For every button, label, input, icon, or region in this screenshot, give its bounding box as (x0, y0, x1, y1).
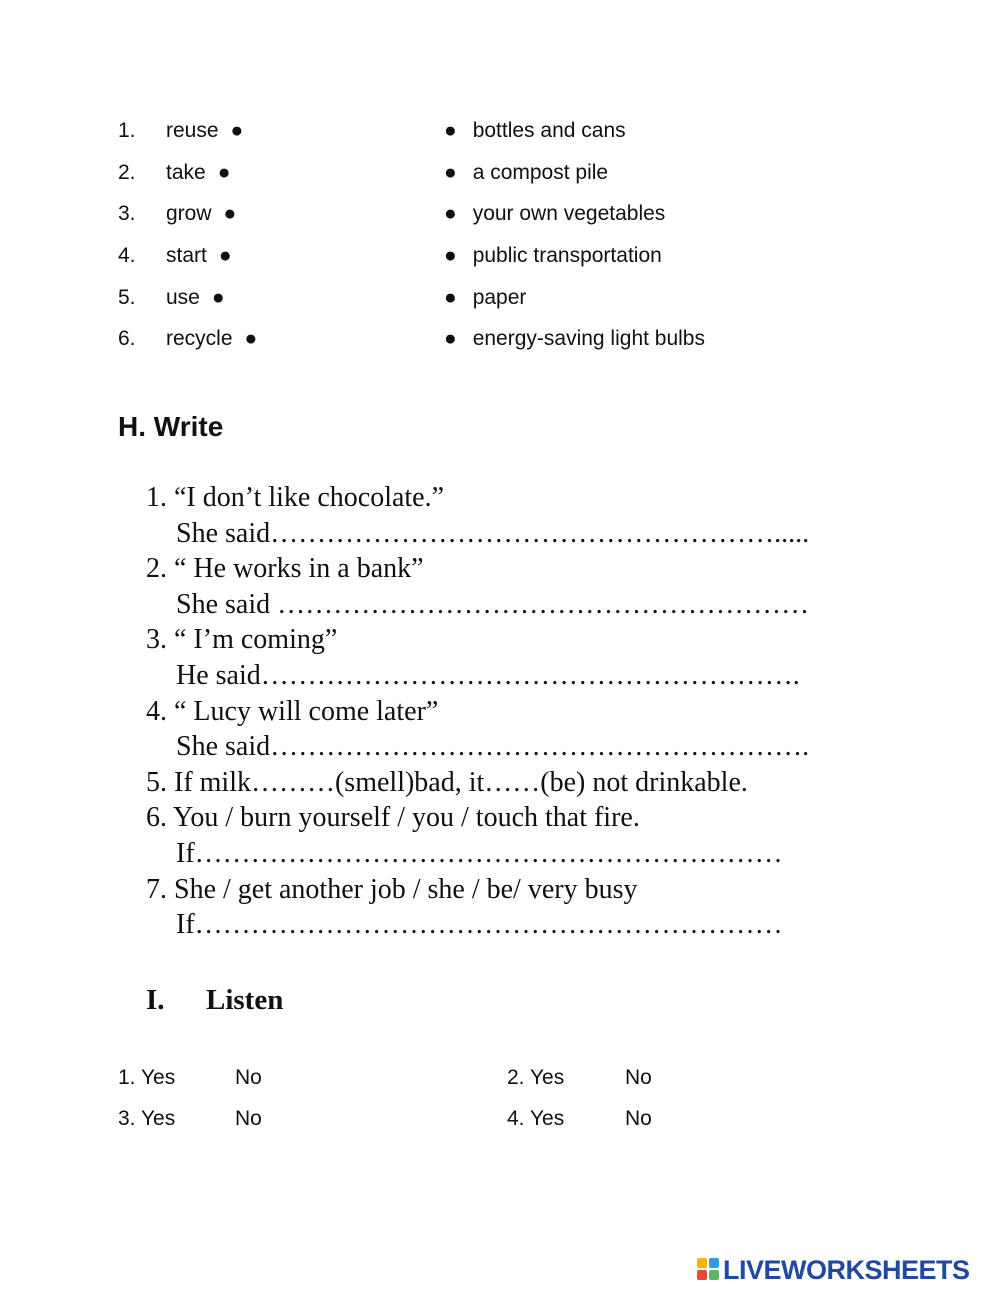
write-answer-line[interactable]: She said…………………………………………………. (176, 731, 810, 763)
section-roman-numeral: I. (146, 984, 165, 1016)
match-left-item[interactable] (166, 155, 230, 191)
section-heading-listen (146, 980, 283, 1020)
item-number: 3. (118, 202, 136, 225)
match-right-item[interactable] (444, 155, 608, 191)
write-prompt: 7. She / get another job / she / be/ very busy (146, 873, 638, 905)
match-dot-left[interactable]: ● (211, 286, 225, 309)
write-prompt: 6. You / burn yourself / you / touch that fire. (146, 802, 640, 834)
section-heading-write: H. Write (118, 411, 224, 442)
match-right-text: energy-saving light bulbs (472, 327, 705, 350)
listen-no-option[interactable]: No (235, 1107, 262, 1130)
match-left-text: grow (166, 202, 212, 225)
match-row (0, 196, 1000, 232)
write-prompt: 1. “I don’t like chocolate.” (146, 482, 445, 513)
match-left-text: use (166, 286, 200, 309)
match-right-item[interactable] (444, 280, 526, 316)
match-dot-left[interactable]: ● (223, 202, 237, 225)
listen-no-option[interactable]: No (625, 1107, 652, 1130)
listen-item (507, 1060, 652, 1096)
write-answer-line[interactable]: If……………………………………………………… (176, 837, 783, 869)
match-row (0, 280, 1000, 316)
section-title: Listen (206, 984, 284, 1016)
match-left-text: take (166, 161, 206, 184)
write-answer-line[interactable]: He said…………………………………………………. (176, 659, 800, 691)
match-right-text: your own vegetables (472, 202, 666, 225)
listen-yes-option[interactable]: 1. Yes (118, 1066, 176, 1089)
liveworksheets-logo (697, 1254, 997, 1286)
match-right-item[interactable] (444, 196, 665, 232)
match-right-text: a compost pile (472, 161, 609, 184)
match-dot-left[interactable]: ● (244, 327, 258, 350)
match-dot-right[interactable]: ● (444, 161, 457, 184)
write-answer-line[interactable]: If……………………………………………………… (176, 909, 783, 941)
listen-yes-option[interactable]: 2. Yes (507, 1066, 565, 1089)
match-dot-right[interactable]: ● (444, 327, 457, 350)
listen-no-option[interactable]: No (235, 1066, 262, 1089)
match-left-text: reuse (166, 119, 219, 142)
listen-item (118, 1060, 262, 1096)
match-dot-left[interactable]: ● (230, 119, 244, 142)
match-left-item[interactable] (166, 321, 257, 357)
write-prompt: 4. “ Lucy will come later” (146, 695, 439, 727)
match-row (0, 238, 1000, 274)
match-right-text: bottles and cans (472, 119, 626, 142)
logo-text: LIVEWORKSHEETS (723, 1255, 970, 1285)
write-fill-blank[interactable]: 5. If milk………(smell)bad, it……(be) not drinkable. (146, 766, 748, 798)
match-right-item[interactable] (444, 238, 662, 274)
match-left-item[interactable] (166, 238, 232, 274)
match-left-item[interactable] (166, 196, 236, 232)
match-dot-right[interactable]: ● (444, 119, 457, 142)
match-row (0, 155, 1000, 191)
listen-item (507, 1101, 652, 1137)
match-dot-right[interactable]: ● (444, 286, 457, 309)
match-row (0, 113, 1000, 149)
listen-no-option[interactable]: No (625, 1066, 652, 1089)
match-dot-right[interactable]: ● (444, 244, 457, 267)
match-dot-left[interactable]: ● (217, 161, 231, 184)
match-right-text: paper (472, 286, 527, 309)
item-number: 4. (118, 244, 136, 267)
item-number: 5. (118, 286, 136, 309)
write-answer-line[interactable]: She said ………………………………………………… (176, 588, 810, 620)
item-number: 6. (118, 327, 136, 350)
match-right-text: public transportation (472, 244, 662, 267)
match-left-item[interactable] (166, 113, 243, 149)
match-right-item[interactable] (444, 113, 626, 149)
listen-item (118, 1101, 262, 1137)
match-right-item[interactable] (444, 321, 705, 357)
match-dot-left[interactable]: ● (218, 244, 232, 267)
match-left-text: recycle (166, 327, 233, 350)
logo-blocks-icon (697, 1258, 721, 1282)
match-row (0, 321, 1000, 357)
match-left-item[interactable] (166, 280, 225, 316)
write-exercise (146, 480, 906, 943)
write-answer-line[interactable]: She said………………………………………………..... (176, 517, 810, 549)
match-left-text: start (166, 244, 207, 267)
write-prompt: 2. “ He works in a bank” (146, 553, 424, 585)
listen-yes-option[interactable]: 4. Yes (507, 1107, 565, 1130)
match-dot-right[interactable]: ● (444, 202, 457, 225)
write-prompt: 3. “ I’m coming” (146, 624, 338, 656)
item-number: 1. (118, 119, 136, 142)
item-number: 2. (118, 161, 136, 184)
listen-yes-option[interactable]: 3. Yes (118, 1107, 176, 1130)
